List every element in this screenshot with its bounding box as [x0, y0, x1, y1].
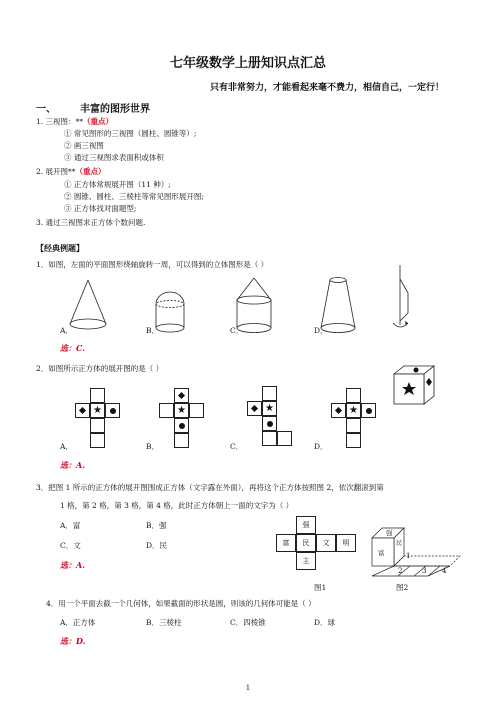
answer-3: 选：A.: [60, 560, 85, 570]
option-b: B．: [146, 326, 160, 335]
net-cell: 富: [276, 534, 296, 552]
option-c: C．文: [60, 541, 81, 550]
list-item: 1. 三视图：**（重点）: [36, 117, 114, 126]
question-3-line1: 3．把图 1 所示的正方体的展开图围成正方体（文字露在外面），再将这个正方体按照图 2，依次翻滚到第: [36, 483, 384, 492]
net-cell: 文: [316, 534, 336, 552]
list-item: ① 正方体常规展开图（11 种）;: [64, 180, 171, 189]
option-d: D．: [314, 326, 328, 335]
option-c: C．: [230, 326, 244, 335]
option-c: C．: [230, 442, 244, 451]
option-d: D．民: [146, 541, 168, 550]
option-a: A．富: [60, 521, 81, 530]
list-item: 3. 通过三视图求正方体个数问题.: [36, 218, 146, 227]
answer-1: 选：C.: [60, 343, 86, 353]
question-3-line2: 1 格，第 2 格，第 3 格，第 4 格，此时正方体朝上一面的文字为（ ）: [60, 501, 294, 510]
option-a: A．: [60, 326, 73, 335]
figure-1-label: 图1: [314, 583, 327, 592]
net-cell: 主: [296, 552, 316, 570]
option-b: B．: [146, 442, 160, 451]
net-cell: 明: [336, 534, 356, 552]
motto: 只有非常努力，才能看起来毫不费力，相信自己，一定行！: [209, 83, 444, 93]
list-item: ③ 通过三视图求表面积或体积: [64, 153, 164, 162]
fig2-slot-3: 3: [422, 567, 427, 575]
option-d: D．球: [314, 618, 336, 627]
fig2-slot-1: 1: [406, 552, 411, 560]
cube-figure: [392, 364, 436, 408]
question-1: 1．如图，左面的平面图形绕轴旋转一周，可以得到的立体图形是（ ）: [36, 260, 269, 269]
list-item: ① 常见图形的三视图（圆柱、圆锥等）;: [64, 129, 197, 138]
question-2: 2．如图所示正方体的展开图的是（ ）: [36, 364, 164, 373]
question-4: 4．用一个平面去截一个几何体，如果截面的形状是圆，则该的几何体可能是（ ）: [46, 599, 316, 608]
page-title: 七年级数学上册知识点汇总: [169, 56, 326, 71]
option-b: B．三棱柱: [146, 618, 182, 627]
figure-2-label: 图2: [396, 583, 409, 592]
section-number: 一、: [36, 104, 56, 115]
fig2-slot-2: 2: [398, 567, 403, 575]
net-cell: 民: [296, 534, 316, 552]
net-cell: 强: [296, 516, 316, 534]
list-item: ② 画三视图: [64, 141, 104, 150]
rotation-figure: [388, 265, 418, 335]
page-number: 1: [245, 684, 251, 692]
option-c: C．四棱锥: [230, 618, 266, 627]
list-item: ② 圆锥、圆柱、三棱柱等常见图形展开图;: [64, 192, 204, 201]
fig2-face-side: 民: [396, 540, 403, 547]
examples-heading: 【经典例题】: [36, 244, 84, 253]
answer-2: 选：A.: [60, 460, 85, 470]
option-a: A．正方体: [60, 618, 96, 627]
option-d: D．: [314, 442, 328, 451]
option-a: A．: [60, 442, 73, 451]
fig2-face-top: 强: [386, 529, 393, 537]
list-item: ③ 正方体找对面题型;: [64, 204, 137, 213]
list-item: 2. 展开图**（重点）: [36, 167, 106, 176]
cone-figure: [68, 280, 108, 332]
section-heading: 丰富的图形世界: [80, 104, 150, 115]
fig2-face-front: 富: [378, 549, 385, 557]
fig2-slot-4: 4: [442, 567, 447, 575]
option-b: B．强: [146, 521, 167, 530]
answer-4: 选：D.: [60, 636, 86, 646]
